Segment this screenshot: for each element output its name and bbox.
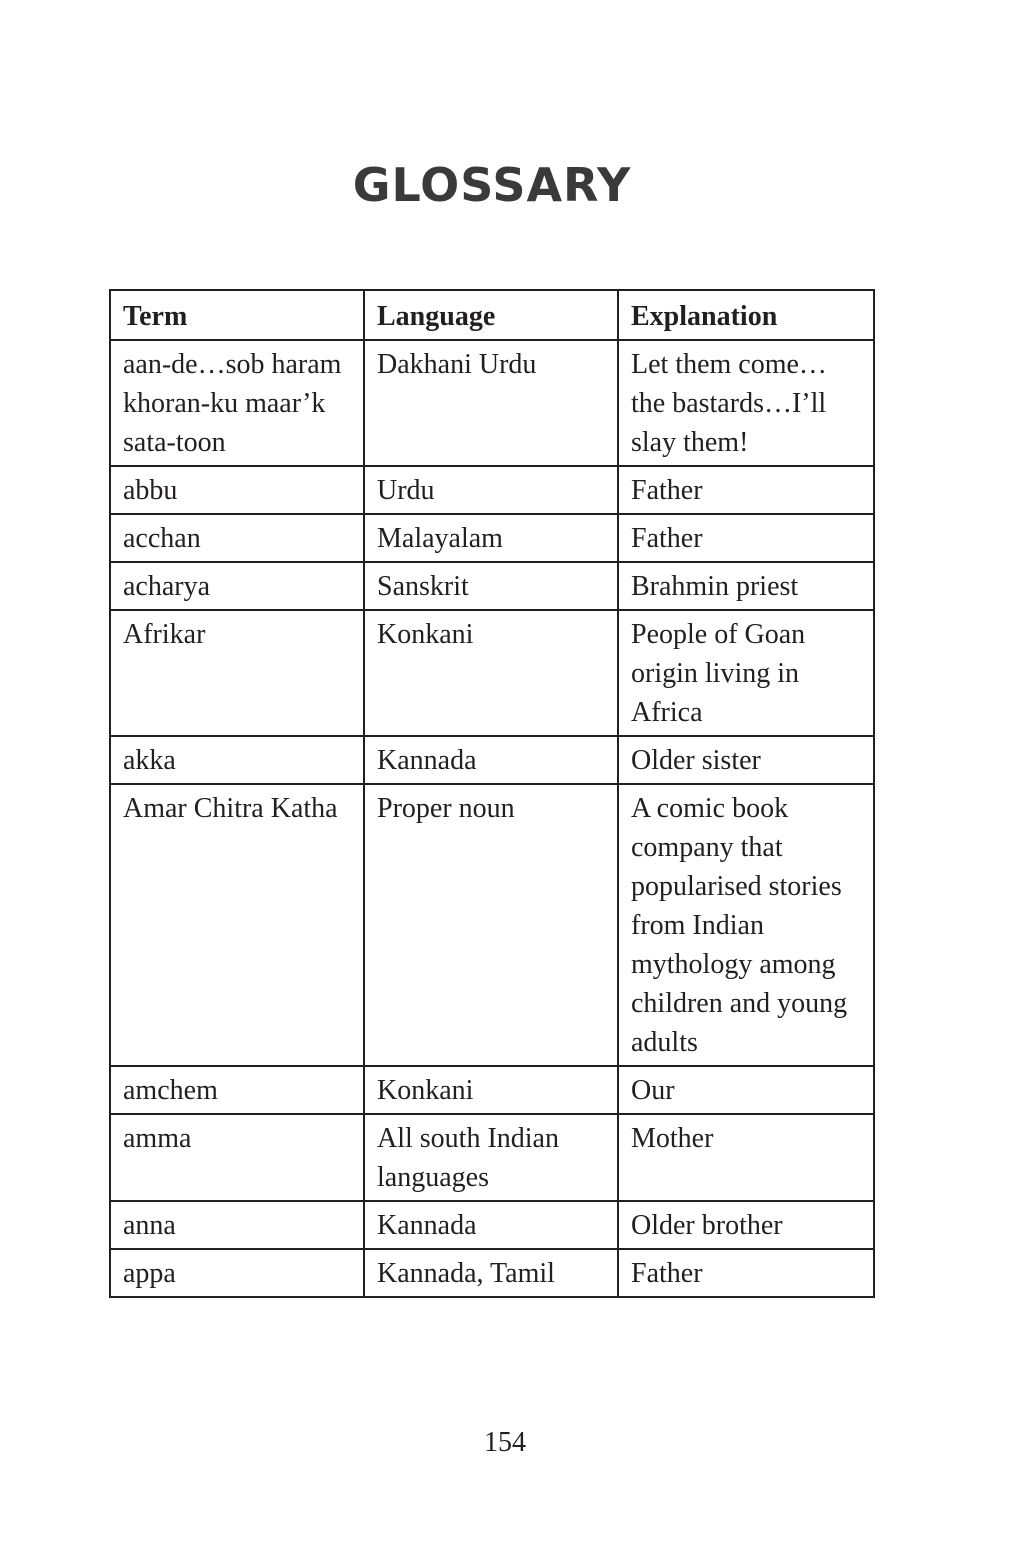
language-cell: Dakhani Urdu [364,340,618,466]
explanation-cell: A comic book company that popularised stories from Indian mythology among children and young adults [618,784,874,1066]
language-cell: Kannada [364,736,618,784]
table-row [110,736,874,784]
term-cell: acharya [110,562,364,610]
page-number: 154 [484,1427,526,1458]
language-cell: Kannada [364,1201,618,1249]
language-cell: All south Indian languages [364,1114,618,1201]
explanation-cell: Older sister [618,736,874,784]
explanation-cell: Father [618,514,874,562]
explanation-cell: Father [618,1249,874,1297]
term-cell: appa [110,1249,364,1297]
language-cell: Konkani [364,610,618,736]
table-row [110,562,874,610]
language-cell: Proper noun [364,784,618,1066]
term-cell: abbu [110,466,364,514]
language-cell: Urdu [364,466,618,514]
column-header-term: Term [110,290,364,340]
explanation-cell: Brahmin priest [618,562,874,610]
term-cell: akka [110,736,364,784]
language-cell: Malayalam [364,514,618,562]
table-row [110,784,874,1066]
term-cell: amchem [110,1066,364,1114]
language-cell: Konkani [364,1066,618,1114]
explanation-cell: Our [618,1066,874,1114]
explanation-cell: Older brother [618,1201,874,1249]
explanation-cell: Mother [618,1114,874,1201]
language-cell: Kannada, Tamil [364,1249,618,1297]
term-cell: aan-de…sob haram khoran-ku maar’k sata-toon [110,340,364,466]
term-cell: acchan [110,514,364,562]
term-cell: Afrikar [110,610,364,736]
explanation-cell: Father [618,466,874,514]
table-row [110,1114,874,1201]
table-row [110,1249,874,1297]
table-row [110,514,874,562]
table-row [110,1066,874,1114]
column-header-language: Language [364,290,618,340]
table-row [110,610,874,736]
table-row [110,466,874,514]
term-cell: Amar Chitra Katha [110,784,364,1066]
language-cell: Sanskrit [364,562,618,610]
term-cell: amma [110,1114,364,1201]
table-row [110,1201,874,1249]
glossary-table [109,289,875,1298]
table-header-row [110,290,874,340]
explanation-cell: Let them come… the bastards…I’ll slay them! [618,340,874,466]
page-title: GLOSSARY [352,158,632,212]
explanation-cell: People of Goan origin living in Africa [618,610,874,736]
table-row [110,340,874,466]
column-header-explanation: Explanation [618,290,874,340]
term-cell: anna [110,1201,364,1249]
